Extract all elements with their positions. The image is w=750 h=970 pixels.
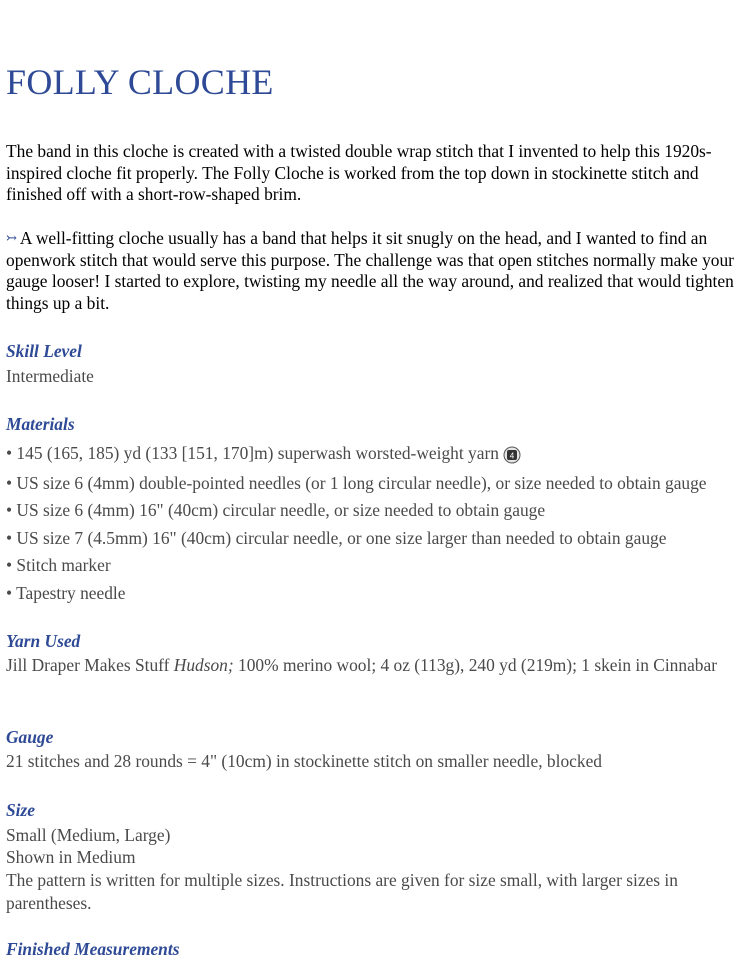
materials-item-marker: • Stitch marker [6, 555, 111, 575]
yarn-used-heading: Yarn Used [6, 631, 81, 651]
materials-heading: Materials [6, 414, 75, 434]
yarn-brand: Jill Draper Makes Stuff [6, 655, 174, 675]
designer-story-text: A well-fitting cloche usually has a band that helps it sit snugly on the head, and I wanted to find an openwork stitch that would serve this purpose. The challenge was that open stitches normally make your gauge looser! I started to explore, twisting my needle all the way around, and realized that would tighten things up a bit. [6, 228, 734, 313]
size-shown: Shown in Medium [6, 847, 136, 867]
skill-level-heading: Skill Level [6, 341, 82, 361]
yarn-used-value [6, 654, 746, 677]
yarn-weight-icon [501, 446, 523, 464]
designer-story-paragraph [6, 227, 746, 314]
materials-item-dpn: • US size 6 (4mm) double-pointed needles (or 1 long circular needle), or size needed to obtain gauge [6, 473, 707, 493]
materials-item-circular-small: • US size 6 (4mm) 16" (40cm) circular needle, or size needed to obtain gauge [6, 500, 546, 520]
finished-measurements-heading: Finished Measurements [6, 939, 180, 959]
materials-item-yarn [6, 442, 523, 464]
arrow-icon: ↣ [6, 230, 17, 245]
materials-item-circular-large: • US size 7 (4.5mm) 16" (40cm) circular needle, or one size larger than needed to obtain gauge [6, 528, 667, 548]
materials-item-tapestry: • Tapestry needle [6, 583, 126, 603]
yarn-weight-number: 4 [509, 451, 515, 461]
yarn-name: Hudson; [173, 655, 234, 675]
page-title: FOLLY CLOCHE [6, 62, 274, 102]
size-sizes: Small (Medium, Large) [6, 825, 171, 845]
gauge-heading: Gauge [6, 727, 54, 747]
yarn-details: 100% merino wool; 4 oz (113g), 240 yd (219m); 1 skein in Cinnabar [233, 655, 717, 675]
skill-level-value: Intermediate [6, 366, 94, 386]
gauge-value: 21 stitches and 28 rounds = 4" (10cm) in stockinette stitch on smaller needle, blocked [6, 751, 602, 771]
size-note: The pattern is written for multiple sizes. Instructions are given for size small, with larger sizes in parentheses. [6, 870, 678, 913]
materials-item-text: • 145 (165, 185) yd (133 [151, 170]m) superwash worsted-weight yarn [6, 443, 499, 463]
intro-paragraph: The band in this cloche is created with a twisted double wrap stitch that I invented to help this 1920s-inspired cloche fit properly. The Folly Cloche is worked from the top down in stockinette stitch and finished off with a short-row-shaped brim. [6, 141, 712, 204]
size-heading: Size [6, 800, 35, 820]
